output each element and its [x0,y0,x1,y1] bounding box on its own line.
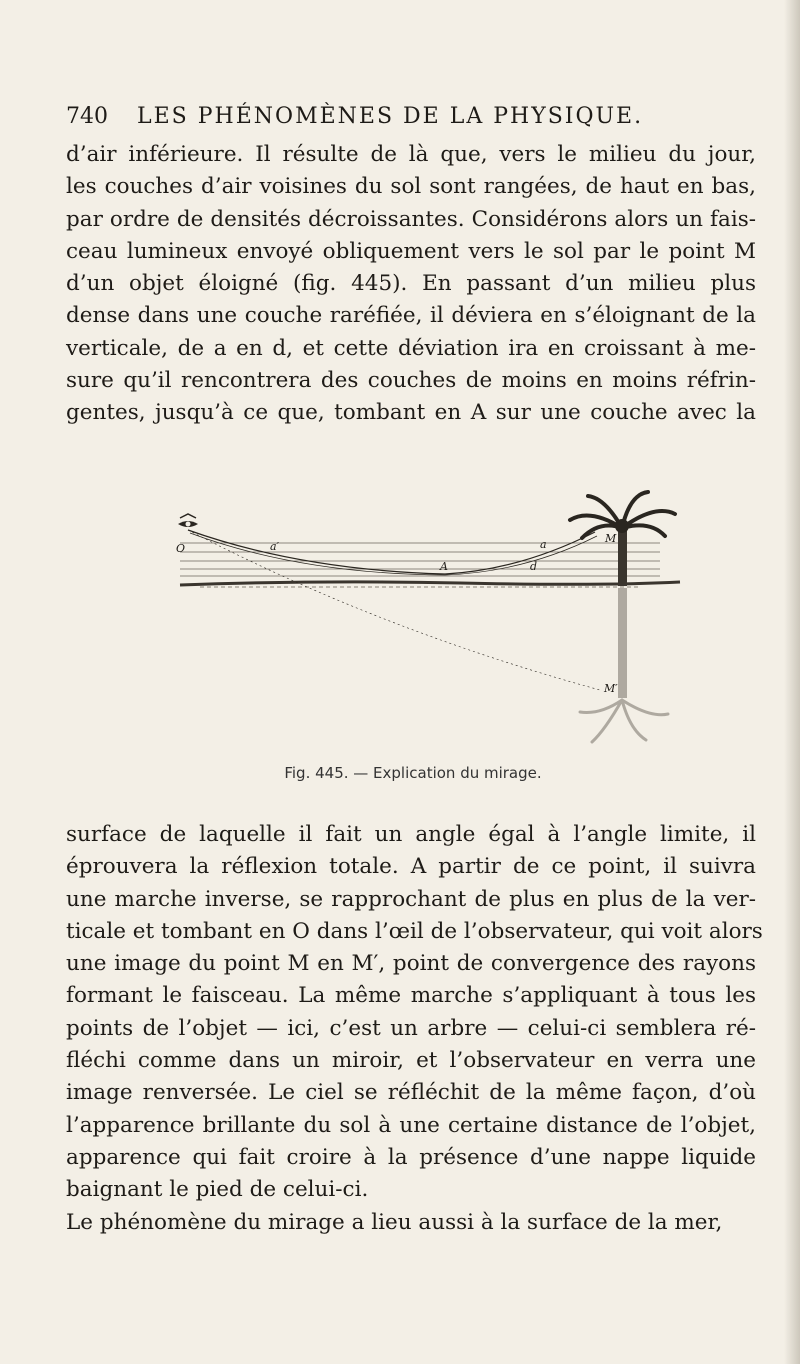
label-M-prime: M′ [604,682,618,695]
palm-tree-icon [570,492,675,586]
text-line: Le phénomène du mirage a lieu aussi à la surface de la mer, [66,1209,723,1235]
text-line: l’apparence brillante du sol à une certaine distance de l’objet, [66,1112,756,1138]
text-line: ticale et tombant en O dans l’œil de l’observateur, qui voit alors [66,918,763,944]
label-A: A [440,560,448,573]
label-a-prime: a′ [270,540,280,553]
label-o: O [176,542,186,555]
figure-labels [176,532,618,695]
page-number: 740 [66,104,108,129]
text-line: d’air inférieure. Il résulte de là que, vers le milieu du jour, [66,142,756,167]
text-line: surface de laquelle il fait un angle égal à l’angle limite, il [66,822,756,847]
text-line: fléchi comme dans un miroir, et l’observateur en verra une [66,1048,756,1074]
text-line: gentes, jusqu’à ce que, tombant en A sur une couche avec la [66,400,756,426]
figure-caption [0,764,800,782]
text-line: sure qu’il rencontrera des couches de moins en moins réfrin- [66,368,756,394]
text-line: formant le faisceau. La même marche s’appliquant à tous les [66,983,756,1009]
label-a: a [540,538,547,551]
label-d: d [530,560,538,573]
text-line: éprouvera la réflexion totale. A partir de ce point, il suivra [66,854,756,880]
air-layers [180,543,660,576]
text-line: une image du point M en M′, point de convergence des rayons [66,951,756,977]
inverted-tree-reflection [580,588,668,742]
text-line: dense dans une couche raréfiée, il déviera en s’éloignant de la [66,303,756,329]
mirage-figure [160,490,720,755]
text-line: par ordre de densités décroissantes. Considérons alors un fais- [66,206,756,232]
text-line: points de l’objet — ici, c’est un arbre — celui-ci semblera ré- [66,1015,756,1041]
text-line: ceau lumineux envoyé obliquement vers le sol par le point M [66,238,756,264]
text-line: apparence qui fait croire à la présence d’une nappe liquide [66,1144,756,1170]
paragraph-2 [66,819,763,1239]
page-edge-shadow [784,0,800,1364]
text-line: baignant le pied de celui-ci. [66,1177,369,1203]
ground-line [180,582,680,587]
observer-eye-icon [178,514,198,527]
running-header [66,104,754,129]
text-line: une marche inverse, se rapprochant de plus en plus de la ver- [66,886,756,912]
label-M: M [605,532,617,545]
light-rays [188,530,600,690]
running-title: LES PHÉNOMÈNES DE LA PHYSIQUE. [137,104,644,129]
caption-text: Fig. 445. — Explication du mirage. [284,764,542,782]
text-line: les couches d’air voisines du sol sont rangées, de haut en bas, [66,174,756,200]
paragraph-1 [66,139,756,430]
text-line: verticale, de a en d, et cette déviation ira en croissant à me- [66,335,756,361]
text-line: d’un objet éloigné (fig. 445). En passant d’un milieu plus [66,271,756,297]
text-line: image renversée. Le ciel se réfléchit de la même façon, d’où [66,1080,756,1106]
